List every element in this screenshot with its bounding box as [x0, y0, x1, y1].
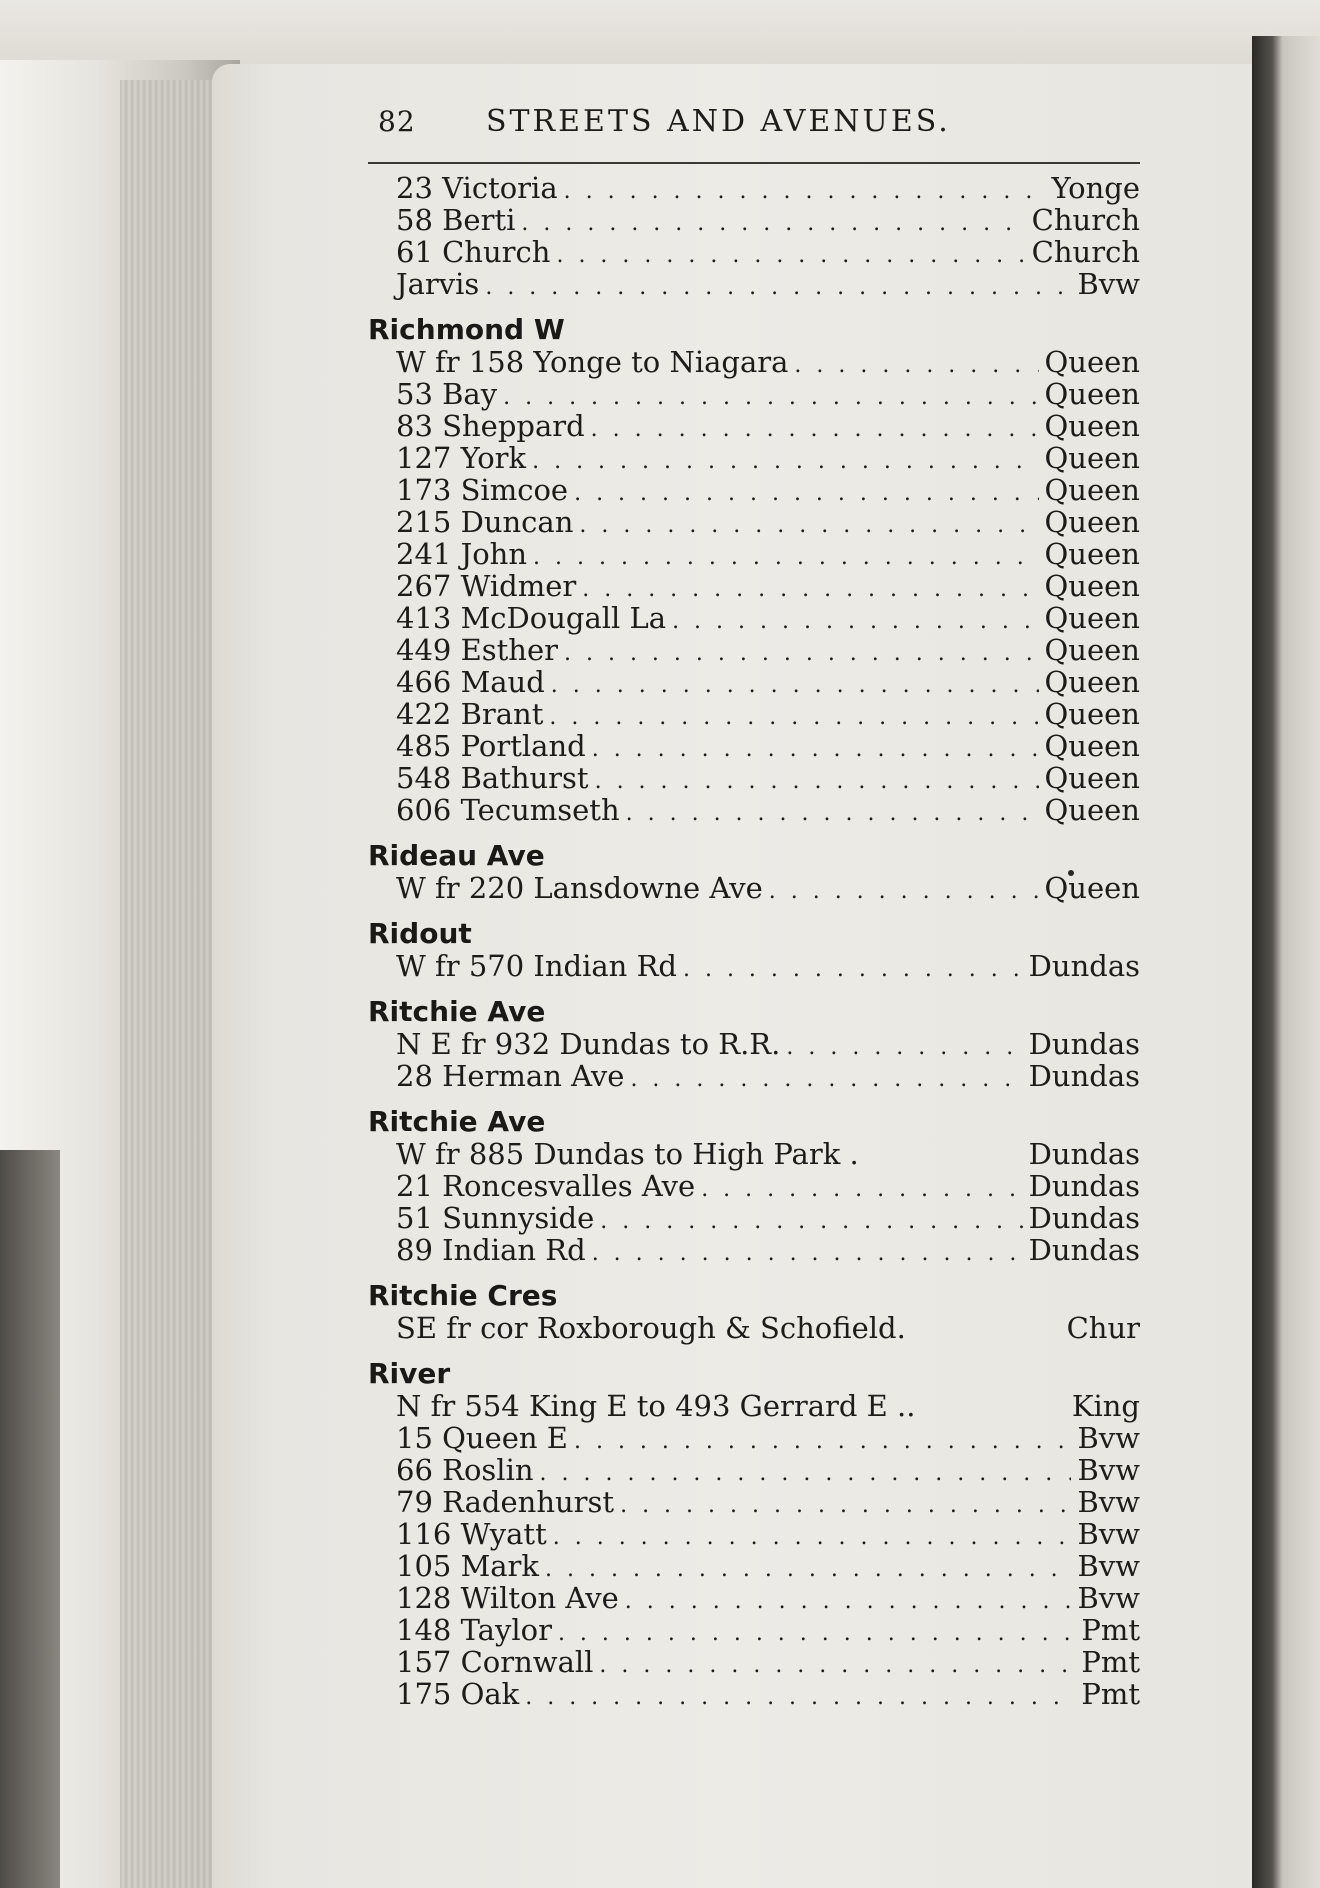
street-directory-list — [368, 172, 1140, 1710]
entry-direction: Chur — [1066, 1311, 1140, 1345]
page-content — [368, 104, 1140, 1710]
entry-direction: Church — [1031, 203, 1140, 237]
entry-direction: Queen — [1044, 441, 1140, 475]
entry-label: 485 Portland — [396, 729, 586, 763]
page-number: 82 — [378, 105, 416, 138]
entry-label: 157 Cornwall — [396, 1645, 594, 1679]
street-entry — [368, 410, 1140, 442]
street-entry — [368, 698, 1140, 730]
entry-label: 128 Wilton Ave — [396, 1581, 619, 1615]
street-entry — [368, 762, 1140, 794]
entry-label: 79 Radenhurst — [396, 1485, 615, 1519]
dot-leader — [579, 510, 1038, 542]
street-entry — [368, 1454, 1140, 1486]
entry-direction: Queen — [1044, 871, 1140, 905]
street-entry — [368, 1390, 1140, 1422]
street-heading: Rideau Ave — [368, 839, 545, 872]
dot-leader — [630, 1064, 1022, 1096]
street-entry — [368, 442, 1140, 474]
dot-leader — [701, 1174, 1022, 1206]
dot-leader — [540, 1458, 1072, 1490]
entry-direction: Bvw — [1077, 267, 1140, 301]
dot-leader — [595, 766, 1039, 798]
street-entry — [368, 1234, 1140, 1266]
entry-direction: Queen — [1044, 505, 1140, 539]
entry-direction: Bvw — [1077, 1453, 1140, 1487]
dot-leader — [600, 1206, 1022, 1238]
street-entry — [368, 1028, 1140, 1060]
entry-label: 606 Tecumseth — [396, 793, 620, 827]
street-entry — [368, 1646, 1140, 1678]
dot-leader — [592, 734, 1039, 766]
entry-label: W fr 158 Yonge to Niagara — [396, 345, 789, 379]
entry-label: 15 Queen E — [396, 1421, 568, 1455]
street-entry — [368, 474, 1140, 506]
book-page-edges — [120, 80, 220, 1888]
street-section — [368, 1106, 1140, 1266]
entry-direction: Dundas — [1028, 1169, 1140, 1203]
dot-leader — [556, 240, 1025, 272]
street-heading: River — [368, 1357, 451, 1390]
entry-direction: Queen — [1044, 761, 1140, 795]
entry-direction: Queen — [1044, 793, 1140, 827]
street-entry — [368, 506, 1140, 538]
entry-label: 175 Oak — [396, 1677, 520, 1711]
entry-direction: Queen — [1044, 345, 1140, 379]
entry-label: 215 Duncan — [396, 505, 574, 539]
dot-leader — [521, 208, 1025, 240]
entry-direction: Dundas — [1028, 1059, 1140, 1093]
street-entry — [368, 172, 1140, 204]
street-heading: Ritchie Ave — [368, 1105, 546, 1138]
street-entry — [368, 634, 1140, 666]
street-entry — [368, 268, 1140, 300]
dot-leader — [558, 1618, 1075, 1650]
dot-leader — [592, 1238, 1023, 1270]
entry-direction: Queen — [1044, 601, 1140, 635]
entry-direction: Queen — [1044, 665, 1140, 699]
dot-leader — [599, 1650, 1075, 1682]
entry-direction: Bvw — [1077, 1421, 1140, 1455]
dot-leader — [485, 272, 1071, 304]
street-entry — [368, 794, 1140, 826]
street-entry — [368, 204, 1140, 236]
entry-label: 127 York — [396, 441, 527, 475]
entry-direction: Bvw — [1077, 1581, 1140, 1615]
dot-leader — [683, 954, 1023, 986]
entry-direction: Pmt — [1081, 1613, 1140, 1647]
entry-label: 241 John — [396, 537, 528, 571]
entry-label: 51 Sunnyside — [396, 1201, 595, 1235]
street-entry — [368, 872, 1140, 904]
entry-label: 422 Brant — [396, 697, 544, 731]
entry-direction: Dundas — [1028, 1137, 1140, 1171]
entry-label: 449 Esther — [396, 633, 558, 667]
page-header — [368, 104, 1140, 156]
street-entry — [368, 378, 1140, 410]
entry-direction: Queen — [1044, 569, 1140, 603]
entry-direction: Queen — [1044, 473, 1140, 507]
dot-leader — [564, 176, 1046, 208]
page-title: STREETS AND AVENUES. — [486, 104, 951, 139]
entry-direction: Queen — [1044, 409, 1140, 443]
street-section — [368, 996, 1140, 1092]
entry-label: 61 Church — [396, 235, 551, 269]
dot-leader — [574, 1426, 1072, 1458]
street-heading: Ritchie Ave — [368, 995, 546, 1028]
entry-label: W fr 885 Dundas to High Park . — [396, 1137, 859, 1171]
entry-direction: Queen — [1044, 537, 1140, 571]
street-entry — [368, 538, 1140, 570]
entry-direction: Queen — [1044, 729, 1140, 763]
dot-leader — [551, 670, 1039, 702]
entry-label: N fr 554 King E to 493 Gerrard E .. — [396, 1389, 916, 1423]
entry-label: 148 Taylor — [396, 1613, 552, 1647]
street-entry — [368, 1202, 1140, 1234]
dot-leader — [786, 1032, 1022, 1064]
entry-direction: King — [1071, 1389, 1140, 1423]
entry-label: 89 Indian Rd — [396, 1233, 586, 1267]
entry-label: 267 Widmer — [396, 569, 577, 603]
street-entry — [368, 1170, 1140, 1202]
street-entry — [368, 950, 1140, 982]
street-entry — [368, 1518, 1140, 1550]
entry-label: 53 Bay — [396, 377, 498, 411]
entry-label: 116 Wyatt — [396, 1517, 547, 1551]
entry-direction: Bvw — [1077, 1517, 1140, 1551]
entry-direction: Queen — [1044, 697, 1140, 731]
dot-leader — [620, 1490, 1071, 1522]
entry-label: Jarvis — [396, 267, 480, 301]
dot-leader — [591, 414, 1039, 446]
entry-label: W fr 570 Indian Rd — [396, 949, 677, 983]
dot-leader — [549, 702, 1038, 734]
entry-direction: Yonge — [1051, 171, 1140, 205]
entry-direction: Dundas — [1028, 1027, 1140, 1061]
street-heading: Richmond W — [368, 313, 565, 346]
entry-label: 466 Maud — [396, 665, 545, 699]
entry-label: 413 McDougall La — [396, 601, 667, 635]
entry-label: W fr 220 Lansdowne Ave — [396, 871, 763, 905]
entry-direction: Dundas — [1028, 949, 1140, 983]
street-heading: Ridout — [368, 917, 472, 950]
entry-direction: Queen — [1044, 633, 1140, 667]
street-entry — [368, 602, 1140, 634]
dot-leader — [533, 542, 1039, 574]
entry-direction: Dundas — [1028, 1233, 1140, 1267]
street-section — [368, 1358, 1140, 1710]
street-section — [368, 918, 1140, 982]
street-entry — [368, 1678, 1140, 1710]
entry-direction: Church — [1031, 235, 1140, 269]
dot-leader — [532, 446, 1038, 478]
entry-direction: Queen — [1044, 377, 1140, 411]
entry-label: 105 Mark — [396, 1549, 539, 1583]
entry-label: 548 Bathurst — [396, 761, 589, 795]
street-section — [368, 840, 1140, 904]
street-section — [368, 172, 1140, 300]
entry-label: 66 Roslin — [396, 1453, 534, 1487]
dot-leader — [545, 1554, 1071, 1586]
entry-label: 28 Herman Ave — [396, 1059, 625, 1093]
dot-leader — [574, 478, 1038, 510]
dot-leader — [625, 1586, 1072, 1618]
street-entry — [368, 570, 1140, 602]
street-entry — [368, 1614, 1140, 1646]
entry-label: SE fr cor Roxborough & Schofield. — [396, 1311, 906, 1345]
entry-label: 58 Berti — [396, 203, 516, 237]
entry-label: 83 Sheppard — [396, 409, 585, 443]
entry-direction: Pmt — [1081, 1677, 1140, 1711]
dot-leader — [672, 606, 1038, 638]
book-cover-shadow — [0, 1150, 60, 1888]
entry-label: 23 Victoria — [396, 171, 558, 205]
entry-label: 173 Simcoe — [396, 473, 569, 507]
dot-leader — [525, 1682, 1075, 1714]
street-entry — [368, 236, 1140, 268]
dot-leader — [794, 350, 1038, 382]
street-entry — [368, 1486, 1140, 1518]
street-entry — [368, 1312, 1140, 1344]
street-section — [368, 1280, 1140, 1344]
dot-leader — [769, 876, 1039, 908]
entry-label: 21 Roncesvalles Ave — [396, 1169, 696, 1203]
entry-direction: Pmt — [1081, 1645, 1140, 1679]
street-entry — [368, 666, 1140, 698]
street-entry — [368, 346, 1140, 378]
street-entry — [368, 1582, 1140, 1614]
street-entry — [368, 1422, 1140, 1454]
dot-leader — [564, 638, 1039, 670]
entry-label: N E fr 932 Dundas to R.R. — [396, 1027, 781, 1061]
entry-direction: Bvw — [1077, 1549, 1140, 1583]
dot-leader — [553, 1522, 1072, 1554]
entry-direction: Bvw — [1077, 1485, 1140, 1519]
street-heading: Ritchie Cres — [368, 1279, 558, 1312]
book-spine-edge — [1252, 36, 1320, 1888]
dot-leader — [626, 798, 1039, 830]
street-entry — [368, 1138, 1140, 1170]
street-entry — [368, 730, 1140, 762]
street-section — [368, 314, 1140, 826]
header-rule — [368, 162, 1140, 164]
entry-direction: Dundas — [1028, 1201, 1140, 1235]
street-entry — [368, 1550, 1140, 1582]
street-entry — [368, 1060, 1140, 1092]
